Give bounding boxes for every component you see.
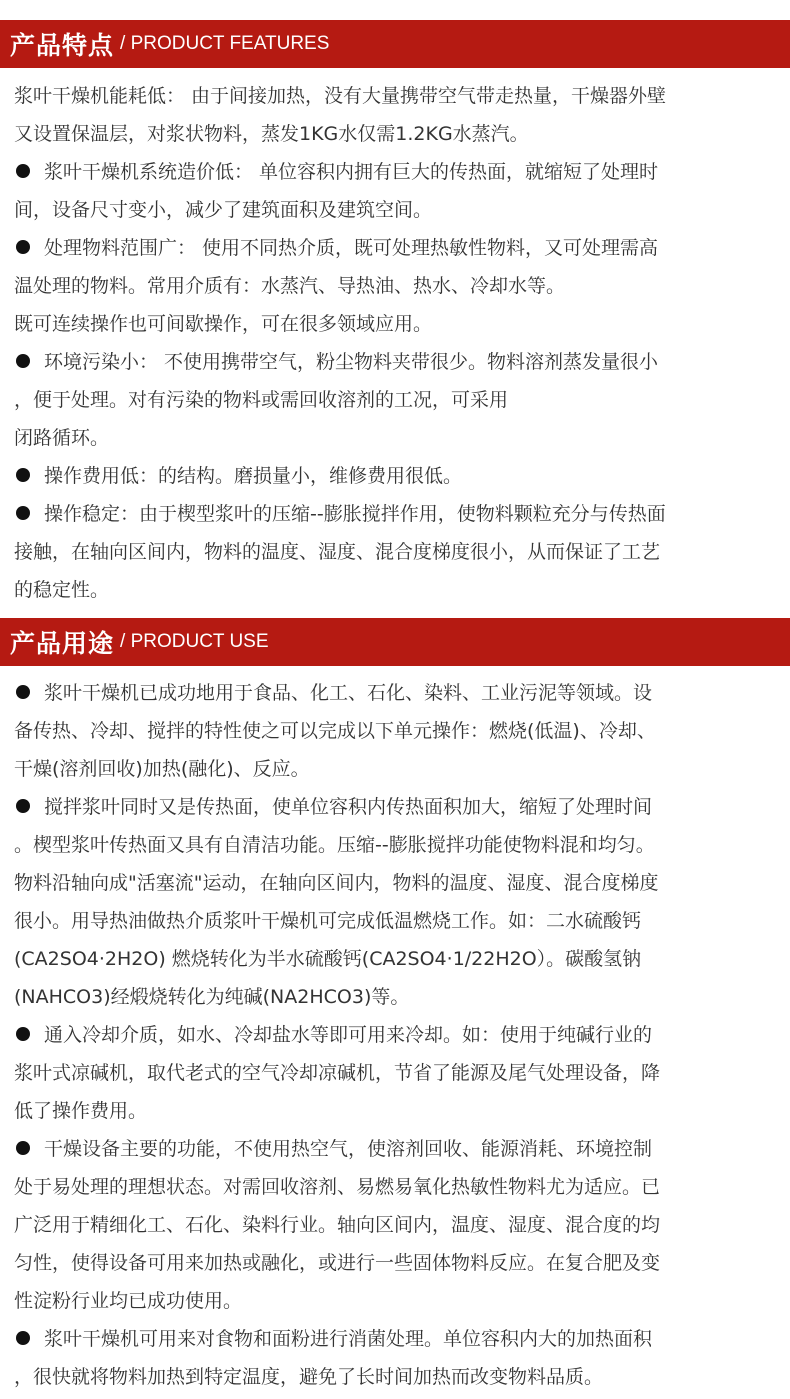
text-line (14, 788, 780, 826)
text-line (14, 153, 780, 191)
text-line (14, 864, 780, 902)
bullet-icon (16, 799, 30, 813)
text-line (14, 1130, 780, 1168)
text-line (14, 229, 780, 267)
text-line (14, 115, 780, 153)
text-line (14, 826, 780, 864)
text-line (14, 305, 780, 343)
features-title-en: / PRODUCT FEATURES (120, 33, 330, 54)
bullet-icon (16, 164, 30, 178)
line-text: 接触，在轴向区间内，物料的温度、湿度、混合度梯度很小，从而保证了工艺 (14, 541, 661, 563)
line-text: 闭路循环。 (14, 427, 110, 449)
text-line (14, 1168, 780, 1206)
text-line (14, 674, 780, 712)
text-line (14, 750, 780, 788)
line-text: 性淀粉行业均已成功使用。 (14, 1290, 243, 1312)
text-line (14, 1016, 780, 1054)
line-text: 操作稳定：由于楔型浆叶的压缩--膨胀搅拌作用，使物料颗粒充分与传热面 (44, 503, 666, 525)
line-text: 操作费用低：的结构。磨损量小，维修费用很低。 (44, 465, 463, 487)
line-text: 通入冷却介质，如水、冷却盐水等即可用来冷却。如：使用于纯碱行业的 (44, 1024, 653, 1046)
line-text: 处于易处理的理想状态。对需回收溶剂、易燃易氧化热敏性物料尤为适应。已 (14, 1176, 661, 1198)
line-text: (CA2SO4·2H2O) 燃烧转化为半水硫酸钙(CA2SO4·1/22H2O）。碳酸氢钠 (14, 948, 642, 970)
line-text: ，很快就将物料加热到特定温度，避免了长时间加热而改变物料品质。 (14, 1366, 604, 1388)
line-text: 既可连续操作也可间歇操作，可在很多领域应用。 (14, 313, 433, 335)
line-text: 处理物料范围广： 使用不同热介质，既可处理热敏性物料，又可处理需高 (44, 237, 659, 259)
line-text: 的稳定性。 (14, 579, 110, 601)
line-text: 匀性，使得设备可用来加热或融化，或进行一些固体物料反应。在复合肥及变 (14, 1252, 661, 1274)
text-line (14, 495, 780, 533)
text-line (14, 419, 780, 457)
use-content (14, 674, 780, 1396)
line-text: 浆叶式凉碱机，取代老式的空气冷却凉碱机，节省了能源及尾气处理设备，降 (14, 1062, 661, 1084)
line-text: 干燥设备主要的功能，不使用热空气，使溶剂回收、能源消耗、环境控制 (44, 1138, 653, 1160)
text-line (14, 1282, 780, 1320)
bullet-icon (16, 1141, 30, 1155)
line-text: 环境污染小： 不使用携带空气，粉尘物料夹带很少。物料溶剂蒸发量很小 (44, 351, 659, 373)
text-line (14, 978, 780, 1016)
line-text: 浆叶干燥机能耗低： 由于间接加热，没有大量携带空气带走热量，干燥器外壁 (14, 85, 667, 107)
features-title-cn: 产品特点 (10, 31, 115, 60)
line-text: 浆叶干燥机系统造价低： 单位容积内拥有巨大的传热面，就缩短了处理时 (44, 161, 659, 183)
text-line (14, 1244, 780, 1282)
text-line (14, 191, 780, 229)
use-title-en: / PRODUCT USE (120, 631, 269, 652)
line-text: ，便于处理。对有污染的物料或需回收溶剂的工况，可采用 (14, 389, 509, 411)
line-text: 。楔型浆叶传热面又具有自清洁功能。压缩--膨胀搅拌功能使物料混和均匀。 (14, 834, 655, 856)
line-text: 很小。用导热油做热介质浆叶干燥机可完成低温燃烧工作。如：二水硫酸钙 (14, 910, 642, 932)
text-line (14, 1054, 780, 1092)
text-line (14, 457, 780, 495)
line-text: 物料沿轴向成"活塞流"运动，在轴向区间内，物料的温度、湿度、混合度梯度 (14, 872, 659, 894)
line-text: 广泛用于精细化工、石化、染料行业。轴向区间内，温度、湿度、混合度的均 (14, 1214, 661, 1236)
line-text: 间，设备尺寸变小，减少了建筑面积及建筑空间。 (14, 199, 433, 221)
text-line (14, 1206, 780, 1244)
text-line (14, 712, 780, 750)
line-text: 干燥(溶剂回收)加热(融化)、反应。 (14, 758, 310, 780)
text-line (14, 1320, 780, 1358)
line-text: 浆叶干燥机已成功地用于食品、化工、石化、染料、工业污泥等领域。设 (44, 682, 653, 704)
bullet-icon (16, 240, 30, 254)
bullet-icon (16, 506, 30, 520)
line-text: 低了操作费用。 (14, 1100, 148, 1122)
line-text: 浆叶干燥机可用来对食物和面粉进行消菌处理。单位容积内大的加热面积 (44, 1328, 653, 1350)
bullet-icon (16, 685, 30, 699)
bullet-icon (16, 468, 30, 482)
line-text: 搅拌浆叶同时又是传热面，使单位容积内传热面积加大，缩短了处理时间 (44, 796, 653, 818)
line-text: (NAHCO3)经煅烧转化为纯碱(NA2HCO3)等。 (14, 986, 410, 1008)
text-line (14, 533, 780, 571)
bullet-icon (16, 1331, 30, 1345)
text-line (14, 267, 780, 305)
text-line (14, 1092, 780, 1130)
bullet-icon (16, 1027, 30, 1041)
use-title-cn: 产品用途 (10, 629, 115, 658)
bullet-icon (16, 354, 30, 368)
line-text: 又设置保温层，对浆状物料，蒸发1KG水仅需1.2KG水蒸汽。 (14, 123, 529, 145)
text-line (14, 343, 780, 381)
text-line (14, 940, 780, 978)
features-content (14, 77, 780, 609)
text-line (14, 77, 780, 115)
use-header-banner (0, 618, 790, 666)
text-line (14, 381, 780, 419)
text-line (14, 902, 780, 940)
features-header-banner (0, 20, 790, 68)
text-line (14, 1358, 780, 1396)
text-line (14, 571, 780, 609)
line-text: 备传热、冷却、搅拌的特性使之可以完成以下单元操作：燃烧(低温)、冷却、 (14, 720, 656, 742)
line-text: 温处理的物料。常用介质有：水蒸汽、导热油、热水、冷却水等。 (14, 275, 566, 297)
